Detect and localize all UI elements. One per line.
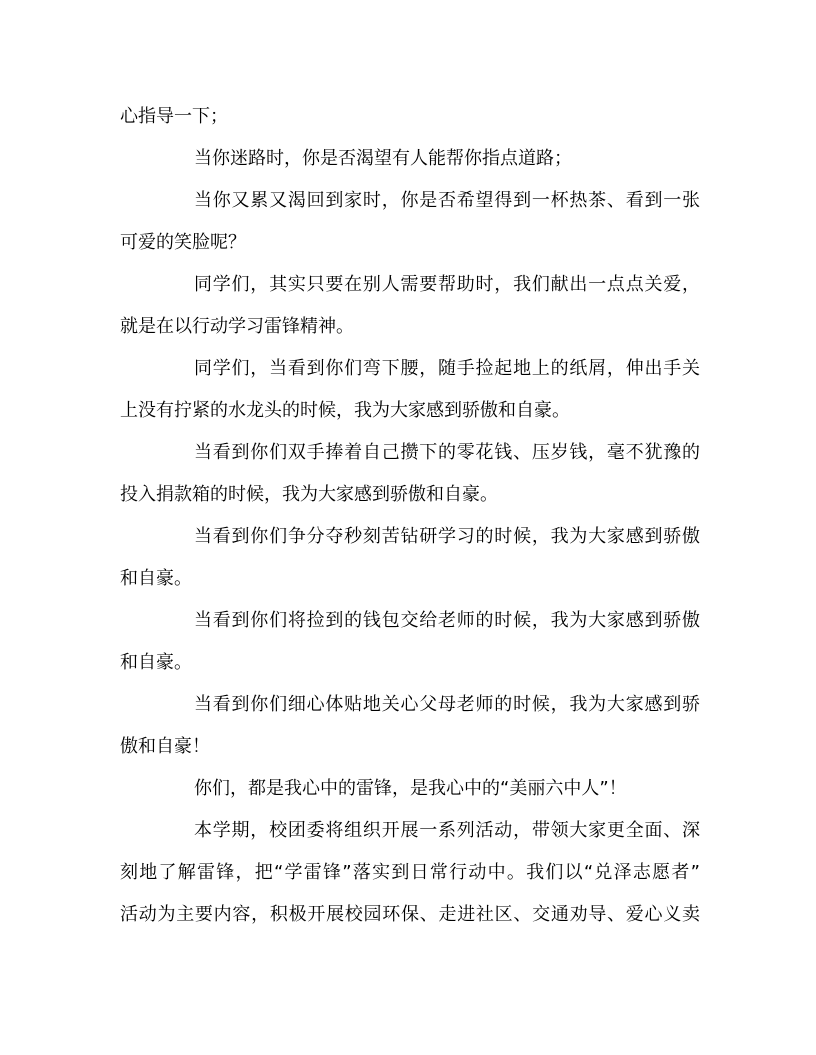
text-line-14: 和自豪。 [120, 652, 192, 673]
text-line-5: 同学们，其实只要在别人需要帮助时，我们献出一点点关爱， [194, 274, 700, 295]
text-line-6: 就是在以行动学习雷锋精神。 [120, 316, 354, 337]
text-line-15: 当看到你们细心体贴地关心父母老师的时候，我为大家感到骄 [194, 694, 700, 715]
text-line-16: 傲和自豪！ [120, 736, 210, 757]
text-line-3: 当你又累又渴回到家时，你是否希望得到一杯热茶、看到一张 [194, 190, 700, 211]
text-line-18: 本学期，校团委将组织开展一系列活动，带领大家更全面、深 [194, 820, 700, 841]
text-line-13: 当看到你们将捡到的钱包交给老师的时候，我为大家感到骄傲 [194, 610, 700, 631]
text-line-19: 刻地了解雷锋，把“学雷锋”落实到日常行动中。我们以“兑泽志愿者” [120, 862, 700, 883]
text-line-2: 当你迷路时，你是否渴望有人能帮你指点道路； [194, 148, 572, 169]
text-line-17: 你们，都是我心中的雷锋，是我心中的“美丽六中人”！ [194, 778, 627, 799]
text-line-8: 上没有拧紧的水龙头的时候，我为大家感到骄傲和自豪。 [120, 400, 570, 421]
text-line-9: 当看到你们双手捧着自己攒下的零花钱、压岁钱，毫不犹豫的 [194, 442, 700, 463]
text-line-7: 同学们，当看到你们弯下腰，随手捡起地上的纸屑，伸出手关 [194, 358, 700, 379]
text-line-4: 可爱的笑脸呢？ [120, 232, 246, 253]
text-line-12: 和自豪。 [120, 568, 192, 589]
text-line-11: 当看到你们争分夺秒刻苦钻研学习的时候，我为大家感到骄傲 [194, 526, 700, 547]
text-line-1: 心指导一下； [120, 106, 228, 127]
text-line-10: 投入捐款箱的时候，我为大家感到骄傲和自豪。 [120, 484, 498, 505]
text-line-20: 活动为主要内容，积极开展校园环保、走进社区、交通劝导、爱心义卖 [120, 904, 700, 925]
